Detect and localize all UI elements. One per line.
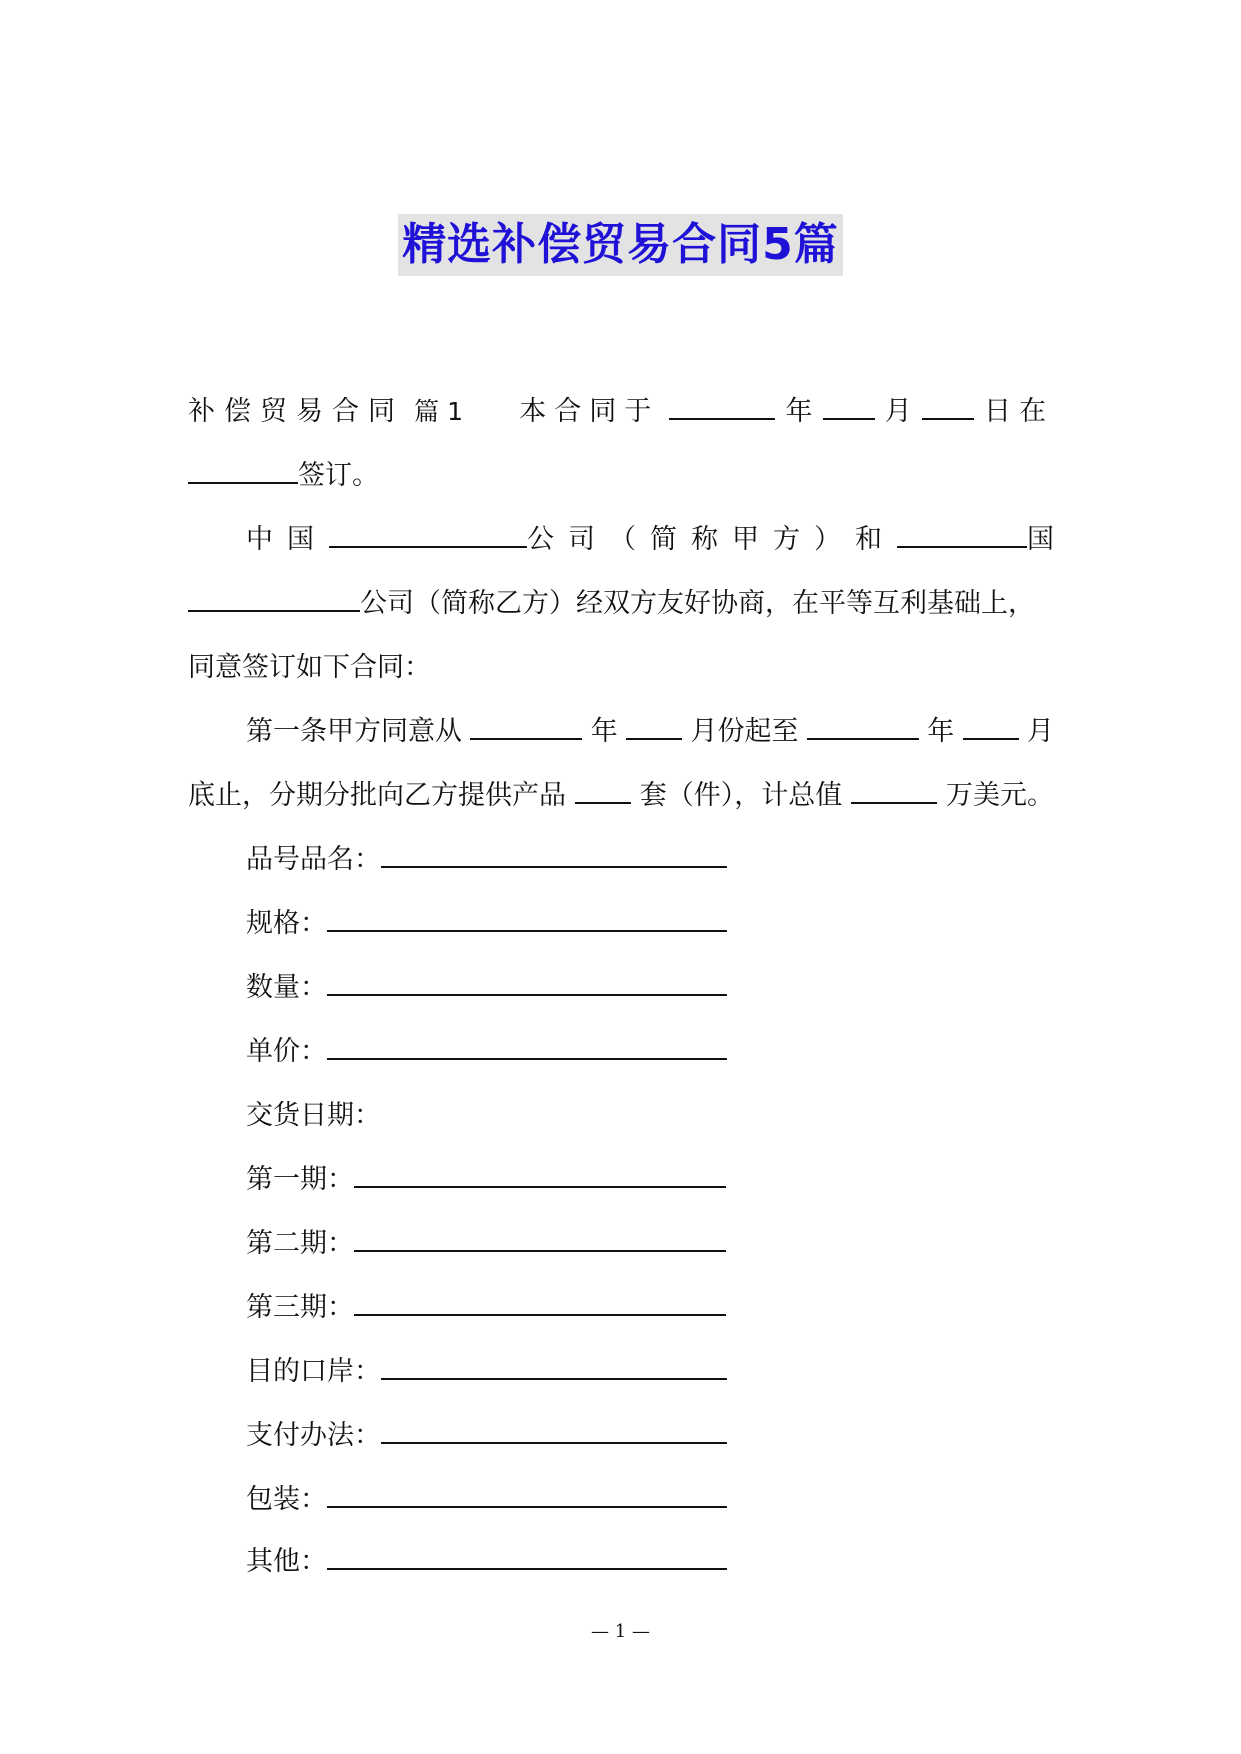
agree-label: 同意签订如下合同： — [188, 652, 431, 683]
field-port — [246, 1352, 727, 1392]
field-blank — [354, 1224, 726, 1252]
article1-year2: 年 — [927, 716, 955, 747]
field-label: 其他： — [246, 1546, 327, 1577]
country-label: 国 — [1027, 524, 1054, 555]
month-label: 月 — [884, 396, 912, 427]
title-container — [0, 214, 1241, 276]
field-phase-3 — [246, 1288, 726, 1328]
blank-quantity — [575, 776, 631, 804]
company-a-label: 公司（简称甲方）和 — [527, 524, 896, 555]
article1-month1: 月份起至 — [690, 716, 799, 747]
blank-company-a — [329, 520, 527, 548]
document-title: 精选补偿贸易合同5篇 — [398, 214, 843, 276]
field-label: 目的口岸： — [246, 1356, 381, 1387]
article1-month2: 月 — [1027, 716, 1054, 747]
field-unit-price — [246, 1032, 727, 1072]
field-label: 支付办法： — [246, 1420, 381, 1451]
heading-part: 篇 1 — [414, 397, 463, 426]
field-delivery-date — [246, 1096, 381, 1136]
field-phase-2 — [246, 1224, 726, 1264]
blank-total-value — [851, 776, 937, 804]
blank-sign-month — [823, 392, 875, 420]
china-label: 中国 — [246, 524, 328, 555]
field-blank — [354, 1288, 726, 1316]
blank-sign-place — [188, 456, 298, 484]
field-label: 包装： — [246, 1484, 327, 1515]
field-blank — [327, 1542, 727, 1570]
field-payment — [246, 1416, 727, 1456]
field-label: 品号品名： — [246, 844, 381, 875]
article1-line2-a: 底止，分期分批向乙方提供产品 — [188, 780, 566, 811]
signed-line — [188, 456, 379, 496]
field-label: 第一期： — [246, 1164, 354, 1195]
blank-end-year — [807, 712, 919, 740]
blank-country — [897, 520, 1027, 548]
field-packaging — [246, 1480, 727, 1520]
parties-line-1 — [246, 520, 1054, 560]
field-blank — [381, 1352, 727, 1380]
field-quantity — [246, 968, 727, 1008]
blank-company-b — [188, 584, 360, 612]
field-label: 第三期： — [246, 1292, 354, 1323]
article1-start: 第一条甲方同意从 — [246, 716, 462, 747]
parties-line-2 — [188, 584, 1054, 624]
field-spec — [246, 904, 727, 944]
field-blank — [327, 1480, 727, 1508]
field-label: 交货日期： — [246, 1100, 381, 1131]
field-product-name — [246, 840, 727, 880]
field-label: 规格： — [246, 908, 327, 939]
article1-line2-c: 万美元。 — [946, 780, 1054, 811]
company-b-label: 公司（简称乙方）经双方友好协商，在平等互利基础上， — [360, 588, 1035, 619]
article1-line-1 — [246, 712, 1054, 752]
blank-end-month — [963, 712, 1019, 740]
field-label: 数量： — [246, 972, 327, 1003]
intro-start: 本合同于 — [519, 396, 660, 427]
article1-year1: 年 — [590, 716, 618, 747]
signed-label: 签订。 — [298, 460, 379, 491]
field-blank — [381, 1416, 727, 1444]
blank-sign-year — [669, 392, 775, 420]
heading-label: 补偿贸易合同 — [188, 396, 404, 427]
article1-line-2 — [188, 776, 1054, 816]
page-number: — 1 — — [591, 1621, 650, 1642]
year-label: 年 — [785, 396, 813, 427]
field-blank — [327, 1032, 727, 1060]
article1-line2-b: 套（件），计总值 — [639, 780, 843, 811]
field-label: 单价： — [246, 1036, 327, 1067]
field-blank — [327, 904, 727, 932]
blank-start-year — [470, 712, 582, 740]
field-blank — [354, 1160, 726, 1188]
day-at-label: 日在 — [983, 396, 1054, 427]
blank-start-month — [626, 712, 682, 740]
field-blank — [381, 840, 727, 868]
field-blank — [327, 968, 727, 996]
agree-line — [188, 648, 431, 688]
field-other — [246, 1542, 727, 1582]
heading-line — [188, 392, 1054, 432]
blank-sign-day — [922, 392, 974, 420]
field-label: 第二期： — [246, 1228, 354, 1259]
field-phase-1 — [246, 1160, 726, 1200]
